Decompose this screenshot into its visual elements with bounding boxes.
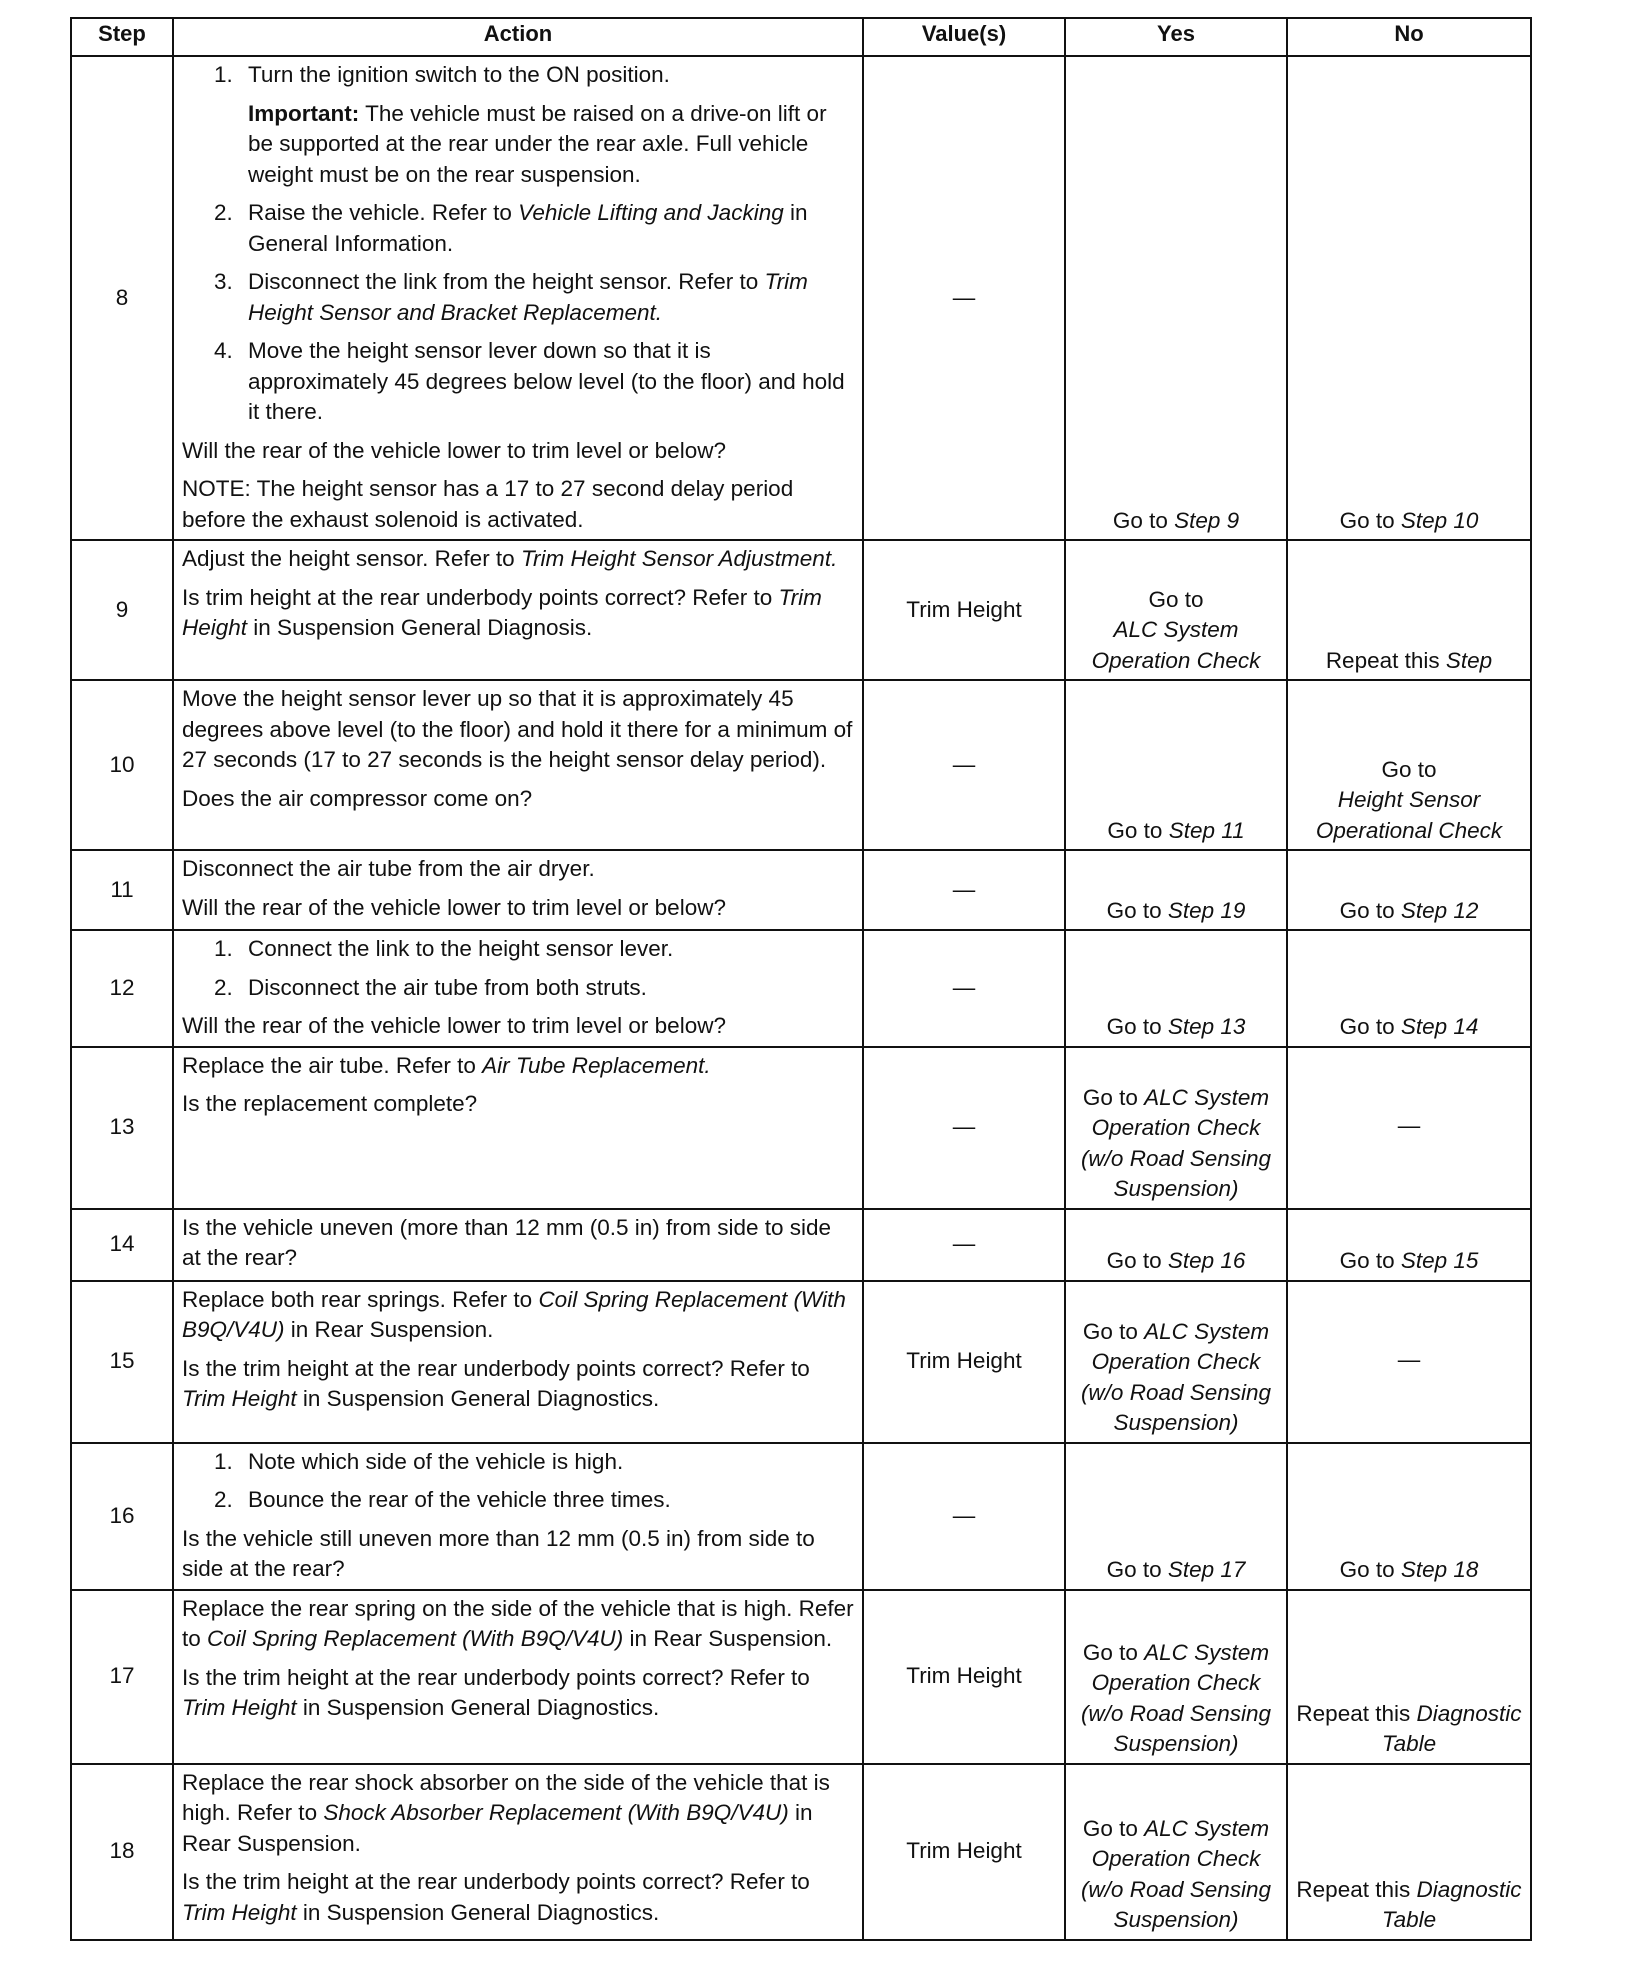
yes-cell [1065,56,1287,540]
no-cell [1287,680,1531,850]
header-row [71,18,1531,56]
no-cell [1287,1590,1531,1764]
italic-reference: Coil Spring Replacement (With B9Q/V4U) [207,1626,624,1651]
no-cell [1287,1209,1531,1281]
text-run: Is the trim height at the rear underbody points correct? Refer to [182,1869,810,1894]
list-item [214,336,854,428]
no-cell [1287,930,1531,1047]
italic-reference: ALC System Operation Check (w/o Road Sensing Suspension) [1080,1084,1272,1201]
list-number: 2. [214,1487,233,1512]
text-run: Is the trim height at the rear underbody points correct? Refer to [182,1355,810,1381]
value-cell: Trim Height [863,1764,1065,1940]
text-run: Replace the rear spring on the side of the vehicle that is high. Refer to [182,1595,854,1651]
text-run: — [1397,1346,1421,1372]
table-row [71,680,1531,850]
no-cell [1287,850,1531,930]
text-run: Is the trim height at the rear underbody points correct? Refer to [182,1664,810,1690]
value-cell: — [863,56,1065,540]
value-cell: — [863,850,1065,930]
yes-cell [1065,680,1287,850]
text-run: Will the rear of the vehicle lower to trim level or below? [182,1013,726,1038]
text-run: Disconnect the air tube from the air dryer. [182,856,595,881]
table-row [71,1764,1531,1940]
step-number: 11 [71,850,173,930]
action-paragraph [182,1089,854,1120]
table-row [71,1590,1531,1764]
action-paragraph [182,1354,854,1415]
list-item [214,267,854,328]
numbered-list [182,1447,854,1516]
text-run: Repeat this [1296,1876,1417,1902]
no-cell [1287,1047,1531,1209]
step-number: 10 [71,680,173,850]
text-run: Disconnect the link from the height sensor. Refer to [248,269,765,294]
yes-cell [1065,540,1287,680]
list-number: 1. [214,62,233,87]
italic-reference: Coil Spring Replacement (With B9Q/V4U) [182,1286,846,1342]
italic-reference: Step 17 [1167,1557,1246,1582]
italic-reference: Diagnostic Table [1381,1876,1522,1932]
text-run: Will the rear of the vehicle lower to trim level or below? [182,437,726,463]
italic-reference: Step 13 [1167,1014,1246,1039]
italic-reference: Shock Absorber Replacement (With B9Q/V4U) [323,1800,789,1825]
value-cell: — [863,930,1065,1047]
text-run: Go to [1106,1557,1168,1582]
list-text [248,60,854,91]
text-run: Go to [1082,1639,1145,1665]
header-yes: Yes [1065,18,1287,56]
action-paragraph [182,893,854,924]
text-run: Raise the vehicle. Refer to [248,200,519,225]
numbered-list [182,934,854,1003]
header-step: Step [71,18,173,56]
table-row [71,56,1531,540]
table-body [71,56,1531,1940]
text-run: in Rear Suspension. [623,1626,833,1651]
no-cell [1287,1281,1531,1443]
list-text [248,198,854,259]
numbered-list [182,198,854,428]
yes-cell [1065,1047,1287,1209]
action-paragraph [182,436,854,467]
value-cell: Trim Height [863,1281,1065,1443]
yes-cell [1065,930,1287,1047]
text-run: Move the height sensor lever up so that it is approximately 45 degrees above level (to the floor) and hold it there for a minimum of 27 seconds (17 to 27 seconds is the height sensor delay period). [182,686,853,772]
text-run: Go to [1148,586,1204,612]
important-note [248,99,854,191]
action-paragraph [182,1213,854,1274]
action-paragraph [182,854,854,885]
action-paragraph [182,684,854,776]
important-text: The vehicle must be raised on a drive-on lift or be supported at the rear under the rear axle. Full vehicle weight must be on the rear suspension. [248,100,827,187]
text-run: Go to [1106,1248,1168,1273]
action-cell [173,1281,863,1443]
text-run: Repeat this [1325,647,1446,673]
list-text [248,1447,854,1478]
text-run: in Suspension General Diagnostics. [296,1695,660,1720]
action-cell [173,1209,863,1281]
list-number: 1. [214,1448,233,1474]
text-run: Go to [1082,1318,1145,1344]
text-run: NOTE: The height sensor has a 17 to 27 second delay period before the exhaust solenoid is activated. [182,476,794,532]
list-text [248,336,854,428]
text-run: in Suspension General Diagnostics. [296,1386,660,1411]
text-run: Replace the rear shock absorber on the side of the vehicle that is high. Refer to [182,1769,830,1825]
italic-reference: Step 10 [1400,507,1479,533]
text-run: Replace both rear springs. Refer to [182,1286,539,1312]
action-paragraph [182,474,854,535]
italic-reference: Step 9 [1174,507,1240,533]
text-run: Go to [1106,897,1168,923]
text-run: Go to [1106,1014,1168,1039]
action-cell [173,680,863,850]
text-run: in General Information. [248,200,808,256]
yes-cell [1065,1281,1287,1443]
list-number: 3. [214,269,233,294]
action-cell [173,1590,863,1764]
text-run: Go to [1112,507,1175,533]
value-cell: — [863,1443,1065,1590]
text-run: Repeat this [1296,1700,1417,1726]
text-run: Go to [1107,817,1169,843]
italic-reference: Trim Height Sensor and Bracket Replacement. [248,269,808,325]
text-run: Replace the air tube. Refer to [182,1052,483,1078]
list-item [214,1447,854,1478]
yes-cell [1065,850,1287,930]
italic-reference: Trim Height [182,1386,297,1411]
italic-reference: Trim Height [182,1899,297,1925]
italic-reference: Step [1445,647,1493,673]
no-cell [1287,56,1531,540]
italic-reference: Step 18 [1400,1557,1479,1582]
list-text [248,1485,854,1516]
yes-cell [1065,1590,1287,1764]
table-row [71,850,1531,930]
list-item [214,1485,854,1516]
action-cell [173,1764,863,1940]
list-number: 1. [214,936,233,961]
list-number: 2. [214,200,233,225]
table-row [71,1443,1531,1590]
action-cell [173,1047,863,1209]
italic-reference: ALC System Operation Check (w/o Road Sensing Suspension) [1080,1639,1272,1756]
italic-reference: Height Sensor Operational Check [1315,787,1503,843]
italic-reference: Diagnostic Table [1381,1700,1522,1756]
italic-reference: Trim Height [182,584,822,640]
action-paragraph [182,1867,854,1928]
header-action: Action [173,18,863,56]
step-number: 12 [71,930,173,1047]
text-run: Bounce the rear of the vehicle three times. [248,1487,671,1512]
italic-reference: ALC System Operation Check (w/o Road Sensing Suspension) [1080,1318,1272,1435]
list-text [248,973,854,1004]
italic-reference: Step 14 [1400,1014,1479,1039]
action-cell [173,540,863,680]
table-row [71,1047,1531,1209]
text-run: in Suspension General Diagnostics. [296,1899,660,1925]
list-item [214,198,854,259]
text-run: Adjust the height sensor. Refer to [182,546,521,571]
action-paragraph [182,1285,854,1346]
text-run: Go to [1082,1084,1145,1110]
text-run: Will the rear of the vehicle lower to trim level or below? [182,894,726,920]
step-number: 16 [71,1443,173,1590]
action-paragraph [182,1594,854,1655]
text-run: Go to [1381,756,1437,782]
italic-reference: Step 12 [1400,897,1479,923]
table-row [71,1209,1531,1281]
text-run: Is the replacement complete? [182,1091,478,1116]
action-paragraph [182,784,854,815]
table-row [71,540,1531,680]
no-cell [1287,1443,1531,1590]
text-run: Is the vehicle still uneven more than 12 mm (0.5 in) from side to side at the rear? [182,1525,815,1581]
list-item [214,934,854,965]
yes-cell [1065,1764,1287,1940]
italic-reference: Trim Height Sensor Adjustment. [520,546,838,571]
action-paragraph [182,544,854,575]
list-text [248,934,854,965]
header-values: Value(s) [863,18,1065,56]
italic-reference: Trim Height [182,1695,297,1720]
yes-cell [1065,1209,1287,1281]
italic-reference: Step 19 [1167,897,1246,923]
italic-reference: Step 11 [1168,817,1245,843]
step-number: 14 [71,1209,173,1281]
important-label: Important: [248,100,360,126]
no-cell [1287,1764,1531,1940]
action-paragraph [182,1011,854,1042]
value-cell: — [863,1209,1065,1281]
action-cell [173,56,863,540]
text-run: Is the vehicle uneven (more than 12 mm (0.5 in) from side to side at the rear? [182,1214,832,1270]
table-row [71,930,1531,1047]
action-paragraph [182,1051,854,1082]
yes-cell [1065,1443,1287,1590]
value-cell: Trim Height [863,1590,1065,1764]
diagnostic-table-page [70,17,1530,1941]
list-number: 4. [214,338,233,363]
step-number: 18 [71,1764,173,1940]
step-number: 9 [71,540,173,680]
italic-reference: ALC System Operation Check (w/o Road Sensing Suspension) [1080,1815,1272,1932]
list-item [214,973,854,1004]
numbered-list [182,60,854,91]
text-run: Go to [1339,1248,1401,1273]
value-cell: — [863,1047,1065,1209]
text-run: Disconnect the air tube from both struts. [248,974,647,1000]
italic-reference: Step 15 [1400,1248,1479,1273]
text-run: Turn the ignition switch to the ON position. [248,62,670,87]
action-paragraph [182,583,854,644]
value-cell: Trim Height [863,540,1065,680]
diagnostic-table [70,17,1532,1941]
step-number: 13 [71,1047,173,1209]
text-run: Go to [1339,1557,1401,1582]
text-run: Go to [1082,1815,1145,1841]
list-number: 2. [214,974,233,1000]
action-cell [173,930,863,1047]
text-run: Move the height sensor lever down so that it is approximately 45 degrees below level (to the floor) and hold it there. [248,338,845,424]
text-run: in Rear Suspension. [182,1800,813,1856]
text-run: in Suspension General Diagnosis. [247,615,593,640]
text-run: Connect the link to the height sensor lever. [248,936,674,961]
list-text [248,267,854,328]
italic-reference: Step 16 [1167,1248,1246,1273]
step-number: 8 [71,56,173,540]
text-run: Go to [1339,1014,1401,1039]
text-run: Note which side of the vehicle is high. [248,1448,624,1474]
action-cell [173,1443,863,1590]
action-cell [173,850,863,930]
text-run: Does the air compressor come on? [182,785,533,811]
italic-reference: ALC System Operation Check [1091,617,1261,673]
text-run: Go to [1339,897,1401,923]
action-paragraph [182,1524,854,1585]
step-number: 15 [71,1281,173,1443]
action-paragraph [182,1768,854,1860]
text-run: Go to [1339,507,1401,533]
list-item [214,60,854,91]
header-no: No [1287,18,1531,56]
action-paragraph [182,1663,854,1724]
table-row [71,1281,1531,1443]
step-number: 17 [71,1590,173,1764]
text-run: Is trim height at the rear underbody points correct? Refer to [182,584,779,610]
text-run: in Rear Suspension. [284,1317,494,1342]
value-cell: — [863,680,1065,850]
text-run: — [1397,1112,1421,1138]
italic-reference: Vehicle Lifting and Jacking [518,200,784,225]
italic-reference: Air Tube Replacement. [482,1052,711,1078]
no-cell [1287,540,1531,680]
